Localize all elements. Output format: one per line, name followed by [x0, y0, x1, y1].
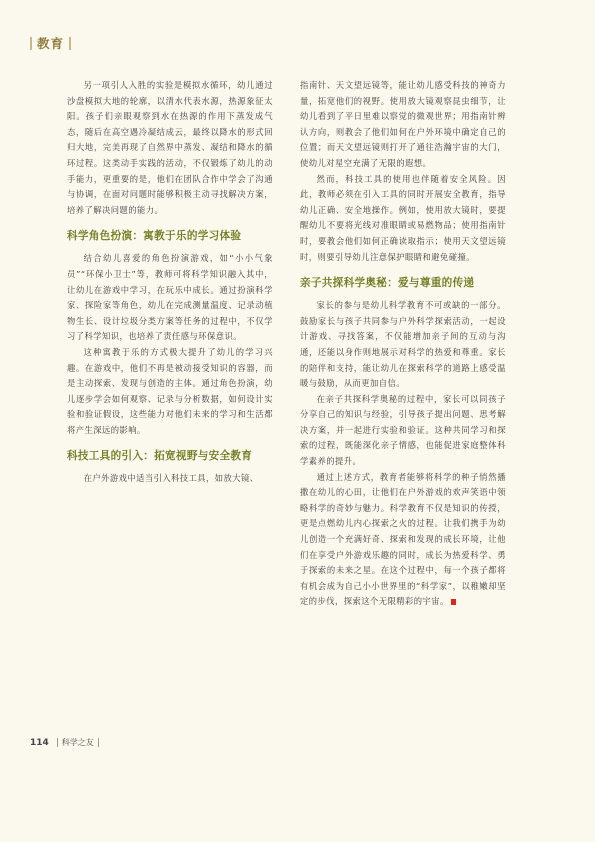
- header-bar-right: [69, 37, 71, 50]
- paragraph: 指南针、天文望远镜等，能让幼儿感受科技的神奇力量，拓宽他们的视野。使用放大镜观察昆虫细节，让幼儿看到了平日里难以察觉的微观世界；用指南针辨认方向，则教会了他们如何在户外环境中确定自己的位置；而天文望远镜则打开了通往浩瀚宇宙的大门，使幼儿对星空充满了无限的遐想。: [300, 80, 506, 168]
- section-label: 教育: [37, 36, 65, 51]
- closing-paragraph: [300, 470, 506, 610]
- right-column: [300, 78, 506, 610]
- footer-divider: [57, 738, 58, 747]
- footer-divider: [98, 738, 99, 747]
- magazine-name: 科学之友: [61, 738, 94, 747]
- left-column: [67, 78, 273, 487]
- section-heading: 科技工具的引入：拓宽视野与安全教育: [67, 450, 253, 463]
- closing-text: 通过上述方式，教育者能够将科学的种子悄然播撒在幼儿的心田，让他们在户外游戏的欢声笑语中领略科学的奇妙与魅力。科学教育不仅是知识的传授，更是点燃幼儿内心探索之火的过程。让我们携手为幼儿创造一个充满好奇、探索和发现的成长环境，让他们在享受户外游戏乐趣的同时，成长为热爱科学、勇于探索的未来之星。在这个过程中，每一个孩子都将有机会成为自己小小世界里的“科学家”，以稚嫩却坚定的步伐，探索这个无限精彩的宇宙。: [300, 471, 506, 607]
- section-header: [30, 34, 71, 52]
- paragraph: 然而，科技工具的使用也伴随着安全风险。因此，教师必须在引入工具的同时开展安全教育，指导幼儿正确、安全地操作。例如，使用放大镜时，要提醒幼儿不要将光线对准眼睛或易燃物品；使用指南针时，要教会他们如何正确读取指示；使用天文望远镜时，则要引导幼儿注意保护眼睛和避免碰撞。: [300, 173, 506, 262]
- page-number: 114: [30, 737, 49, 748]
- paragraph: 在户外游戏中适当引入科技工具，如放大镜、: [83, 473, 259, 484]
- page-footer: [30, 737, 103, 748]
- section-heading: 亲子共探科学奥秘：爱与尊重的传递: [300, 277, 475, 290]
- section-heading: 科学角色扮演：寓教于乐的学习体验: [67, 230, 242, 243]
- paragraph: 另一项引人入胜的实验是模拟水循环，幼儿通过沙盘模拟大地的轮廓，以清水代表水源，热源象征太阳。孩子们亲眼观察到水在热源的作用下蒸发成气态，随后在高空遇冷凝结成云，最终以降水的形式回归大地，完美再现了自然界中蒸发、凝结和降水的循环过程。这类动手实践的活动，不仅锻炼了幼儿的动手能力，更重要的是，他们在团队合作中学会了沟通与协调，在面对问题时能够积极主动寻找解决方案，培养了解决问题的能力。: [67, 80, 273, 215]
- end-mark-icon: [451, 599, 456, 605]
- paragraph: 在亲子共探科学奥秘的过程中，家长可以同孩子分享自己的知识与经验，引导孩子提出问题、思考解决方案，并一起进行实验和验证。这种共同学习和探索的过程，既能深化亲子情感，也能促进家庭整体科学素养的提升。: [300, 393, 506, 467]
- paragraph: 家长的参与是幼儿科学教育不可或缺的一部分。鼓励家长与孩子共同参与户外科学探索活动，一起设计游戏、寻找答案，不仅能增加亲子间的互动与沟通，还能以身作则地展示对科学的热爱和尊重。家长的陪伴和支持，能让幼儿在探索科学的道路上感受温暖与鼓励，从而更加自信。: [300, 300, 506, 389]
- paragraph: 结合幼儿喜爱的角色扮演游戏，如“小小气象员”“环保小卫士”等，教师可将科学知识融入其中，让幼儿在游戏中学习，在玩乐中成长。通过扮演科学家、探险家等角色，幼儿在完成测量温度、记录动植物生长、设计垃圾分类方案等任务的过程中，不仅学习了科学知识，也培养了责任感与环保意识。: [67, 253, 273, 342]
- paragraph: 这种寓教于乐的方式极大提升了幼儿的学习兴趣。在游戏中，他们不再是被动接受知识的容器，而是主动探索、发现与创造的主体。通过角色扮演，幼儿逐步学会如何观察、记录与分析数据，如何设计实验和验证假设，这些能力对他们未来的学习和生活都将产生深远的影响。: [67, 346, 273, 435]
